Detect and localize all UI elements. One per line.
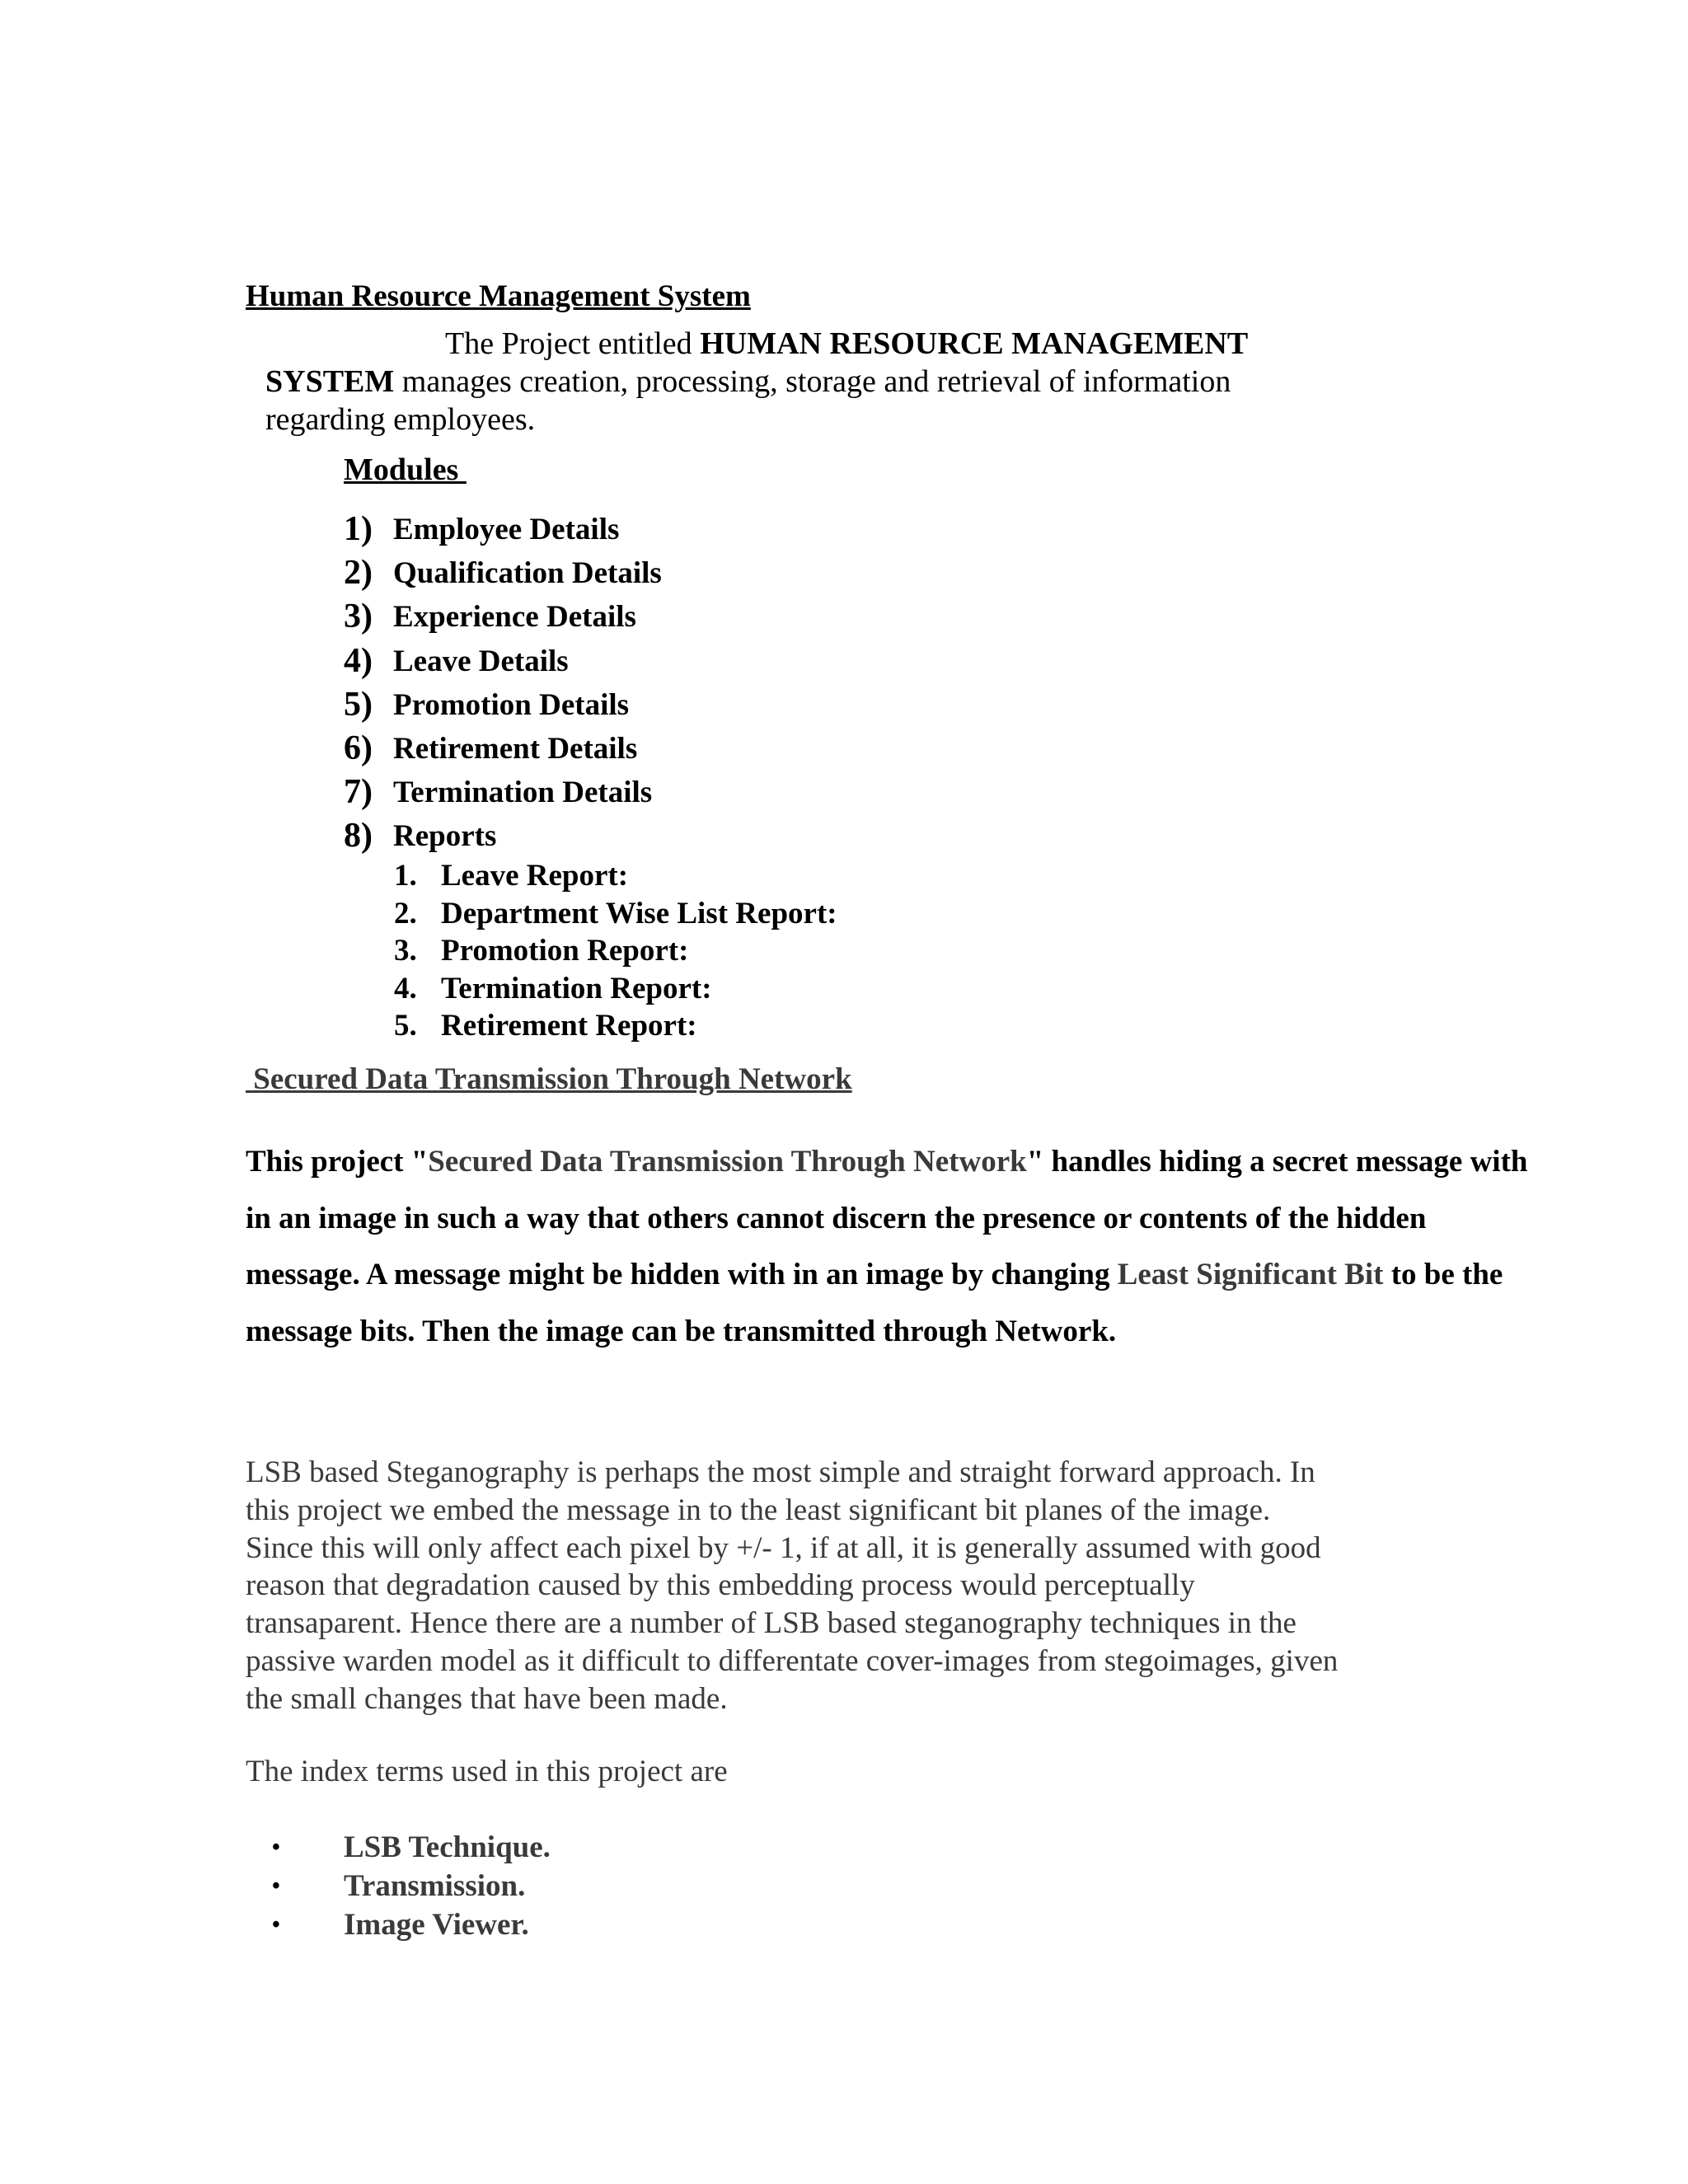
intro-bold-title: HUMAN RESOURCE MANAGEMENT — [700, 326, 1249, 361]
intro-last-line: regarding employees. — [265, 402, 536, 437]
list-item: • Image Viewer. — [272, 1905, 551, 1944]
hrms-intro-paragraph — [265, 325, 1248, 438]
section-title-sdt: Secured Data Transmission Through Network — [246, 1062, 852, 1096]
list-item: 4. Termination Report: — [394, 971, 712, 1005]
modules-list — [344, 508, 662, 859]
intro-bold-system: SYSTEM — [265, 364, 395, 399]
index-terms-intro: The index terms used in this project are — [246, 1755, 728, 1788]
list-item: 1) Employee Details — [344, 510, 620, 548]
list-item: 4) Leave Details — [344, 641, 569, 680]
reports-sublist — [394, 857, 837, 1045]
bullet-icon: • — [272, 1912, 280, 1938]
modules-heading: Modules — [344, 452, 467, 487]
list-item: 1. Leave Report: — [394, 859, 629, 893]
list-item: 5) Promotion Details — [344, 685, 630, 724]
list-item: 8) Reports — [344, 817, 497, 855]
intro-rest: manages creation, processing, storage and retrieval of information — [394, 364, 1231, 399]
intro-lead: The Project entitled — [445, 326, 701, 361]
sdt-description-paragraph: This project "Secured Data Transmission Through Network" handles hiding a secret message with in an image in such a way that others cannot discern the presence or contents of the hidden message. A message might be hidden with in an image by changing Least Significant Bit to be the message bits. Then the image can be transmitted through Network. — [246, 1145, 1528, 1348]
list-item: 2. Department Wise List Report: — [394, 896, 837, 930]
list-item: • Transmission. — [272, 1867, 551, 1905]
list-item: 2) Qualification Details — [344, 554, 662, 593]
list-item: 3) Experience Details — [344, 598, 636, 636]
list-item: 3. Promotion Report: — [394, 934, 689, 968]
bullet-icon: • — [272, 1835, 280, 1860]
list-item: 7) Termination Details — [344, 773, 653, 812]
index-terms-list — [272, 1828, 551, 1944]
list-item: 5. Retirement Report: — [394, 1009, 697, 1043]
section-title-hrms: Human Resource Management System — [246, 279, 751, 313]
bullet-icon: • — [272, 1873, 280, 1899]
list-item: 6) Retirement Details — [344, 729, 638, 768]
list-item: • LSB Technique. — [272, 1828, 551, 1867]
lsb-paragraph: LSB based Steganography is perhaps the most simple and straight forward approach. In this project we embed the message in to the least significant bit planes of the image. Since this will only affect each pixel by +/- 1, if at all, it is generally assumed with good reason that degradation caused by this embedding process would perceptually transaparent. Hence there are a number of LSB based steganography techniques in the passive warden model as it difficult to differentate cover-images from stegoimages, given the small changes that have been made. — [246, 1455, 1339, 1716]
